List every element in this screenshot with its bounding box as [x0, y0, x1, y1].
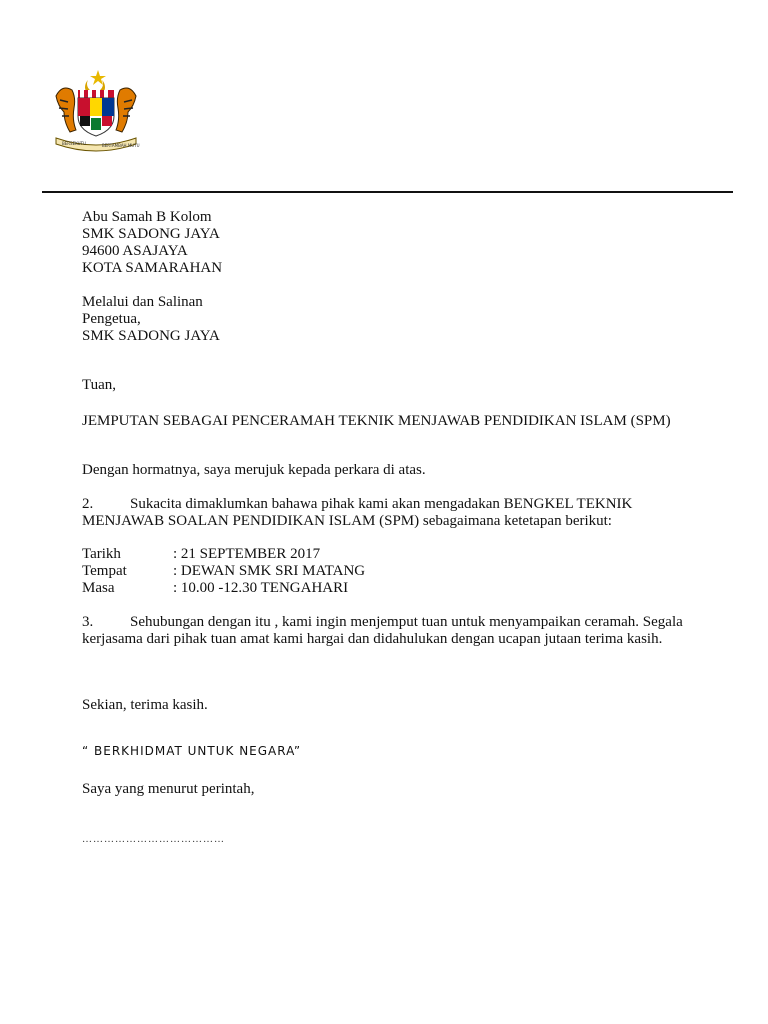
- via-line-2: Pengetua,: [82, 311, 141, 327]
- signoff-text: Saya yang menurut perintah,: [82, 781, 255, 797]
- logo-banner-right-text: BERTAMBAH MUTU: [102, 143, 140, 148]
- paragraph-1: Dengan hormatnya, saya merujuk kepada perkara di atas.: [82, 462, 426, 478]
- paragraph-3-line-2: kerjasama dari pihak tuan amat kami hargai dan didahulukan dengan ucapan jutaan terima kasih.: [82, 631, 663, 647]
- sender-postcode-town: 94600 ASAJAYA: [82, 243, 188, 259]
- paragraph-2-line-1: Sukacita dimaklumkan bahawa pihak kami akan mengadakan BENGKEL TEKNIK: [130, 496, 633, 512]
- via-line-3: SMK SADONG JAYA: [82, 328, 220, 344]
- detail-label-time: Masa: [82, 580, 115, 596]
- detail-value-time: : 10.00 -12.30 TENGAHARI: [173, 580, 349, 596]
- detail-value-date: : 21 SEPTEMBER 2017: [173, 546, 321, 562]
- paragraph-3-number: 3.: [82, 614, 94, 630]
- salutation: Tuan,: [82, 377, 117, 393]
- logo-banner-left-text: BERSEKUTU: [62, 141, 86, 146]
- letter-subject: JEMPUTAN SEBAGAI PENCERAMAH TEKNIK MENJAWAB PENDIDIKAN ISLAM (SPM): [82, 413, 671, 429]
- motto: “ BERKHIDMAT UNTUK NEGARA”: [82, 744, 302, 758]
- sender-district: KOTA SAMARAHAN: [82, 260, 223, 276]
- paragraph-3-line-1: Sehubungan dengan itu , kami ingin menjemput tuan untuk menyampaikan ceramah. Segala: [130, 614, 683, 630]
- detail-label-venue: Tempat: [82, 563, 127, 579]
- paragraph-2-number: 2.: [82, 496, 94, 512]
- sender-name: Abu Samah B Kolom: [82, 209, 212, 225]
- detail-label-date: Tarikh: [82, 546, 121, 562]
- coat-of-arms-logo: [50, 66, 142, 156]
- sender-school: SMK SADONG JAYA: [82, 226, 220, 242]
- detail-value-venue: : DEWAN SMK SRI MATANG: [173, 563, 366, 579]
- via-line-1: Melalui dan Salinan: [82, 294, 203, 310]
- closing-text: Sekian, terima kasih.: [82, 697, 208, 713]
- paragraph-2-line-2: MENJAWAB SOALAN PENDIDIKAN ISLAM (SPM) sebagaimana ketetapan berikut:: [82, 513, 612, 529]
- letterhead-divider: [42, 191, 733, 193]
- signature-line: …………………………………: [82, 834, 225, 845]
